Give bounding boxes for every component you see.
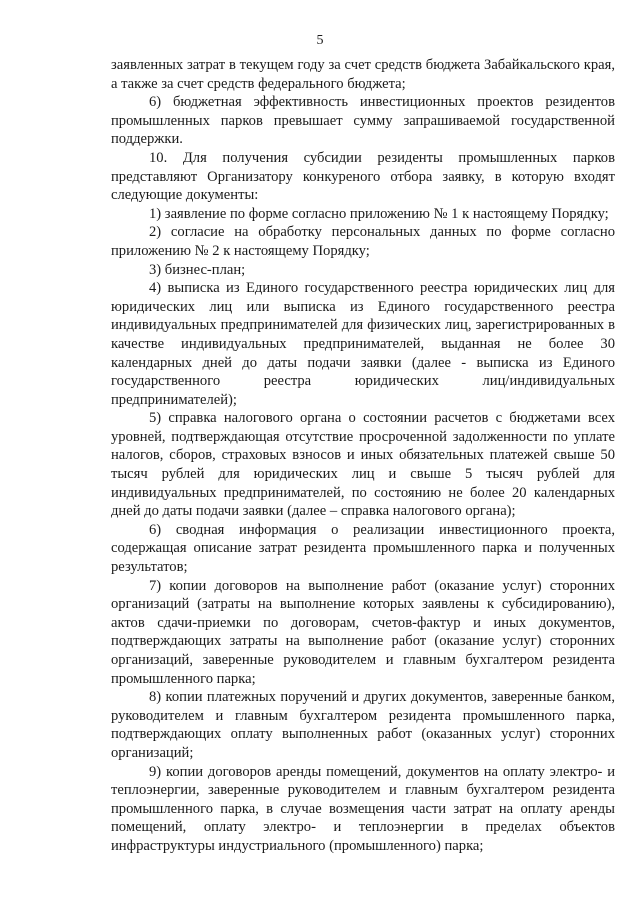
paragraph-continuation: заявленных затрат в текущем году за счет средств бюджета Забайкальского края, а также за счет средств федерального бюджета; [111, 57, 615, 92]
list-item-6: 6) сводная информация о реализации инвестиционного проекта, содержащая описание затрат резидента промышленного парка и полученных результатов; [111, 521, 615, 576]
list-item-9: 9) копии договоров аренды помещений, документов на оплату электро- и теплоэнергии, заверенные руководителем и главным бухгалтером резидента промышленного парка, в случае возмещения части затрат на оплату аренды помещений, оплату электро- и теплоэнергии в пределах объектов инфраструктуры индустриального (промышленного) парка; [111, 763, 615, 854]
list-item-1: 1) заявление по форме согласно приложению № 1 к настоящему Порядку; [149, 205, 609, 222]
paragraph-clause-10: 10. Для получения субсидии резиденты промышленных парков представляют Организатору конкуреного отбора заявку, в которую входят следующие документы: [111, 149, 615, 204]
list-item-3: 3) бизнес-план; [149, 261, 246, 278]
list-item-5: 5) справка налогового органа о состоянии расчетов с бюджетами всех уровней, подтверждающая отсутствие просроченной задолженности по уплате налогов, сборов, страховых взносов и иных обязательных платежей свыше 50 тысяч рублей для юридических лиц и свыше 5 тысяч рублей для индивидуальных предпринимателей, по состоянию не более 20 календарных дней до даты подачи заявки (далее – справка налогового органа); [111, 410, 615, 520]
paragraph-item-6: 6) бюджетная эффективность инвестиционных проектов резидентов промышленных парков превышает сумму запрашиваемой государственной поддержки. [111, 94, 615, 148]
list-item-2: 2) согласие на обработку персональных данных по форме согласно приложению № 2 к настоящему Порядку; [111, 224, 615, 259]
document-body [111, 56, 615, 856]
page-number: 5 [316, 33, 324, 48]
list-item-7: 7) копии договоров на выполнение работ (оказание услуг) сторонних организаций (затраты на выполнение которых заявлены к субсидированию), актов сдачи-приемки по договорам, счетов-фактур и иных документов, подтверждающих затраты на выполнение работ (оказание услуг) сторонних организаций, заверенные руководителем и главным бухгалтером резидента промышленного парка; [111, 577, 615, 687]
list-item-8: 8) копии платежных поручений и других документов, заверенные банком, руководителем и главным бухгалтером резидента промышленного парка, подтверждающих оплату выполненных работ (оказанных услуг) сторонних организаций; [111, 689, 615, 761]
list-item-4: 4) выписка из Единого государственного реестра юридических лиц для юридических лиц или выписка из Единого государственного реестра индивидуальных предпринимателей для физических лиц, зарегистрированных в качестве индивидуальных предпринимателей, выданная не более 30 календарных дней до даты подачи заявки (далее - выписка из Единого государственного реестра юридических лиц/индивидуальных предпринимателей); [111, 280, 615, 408]
